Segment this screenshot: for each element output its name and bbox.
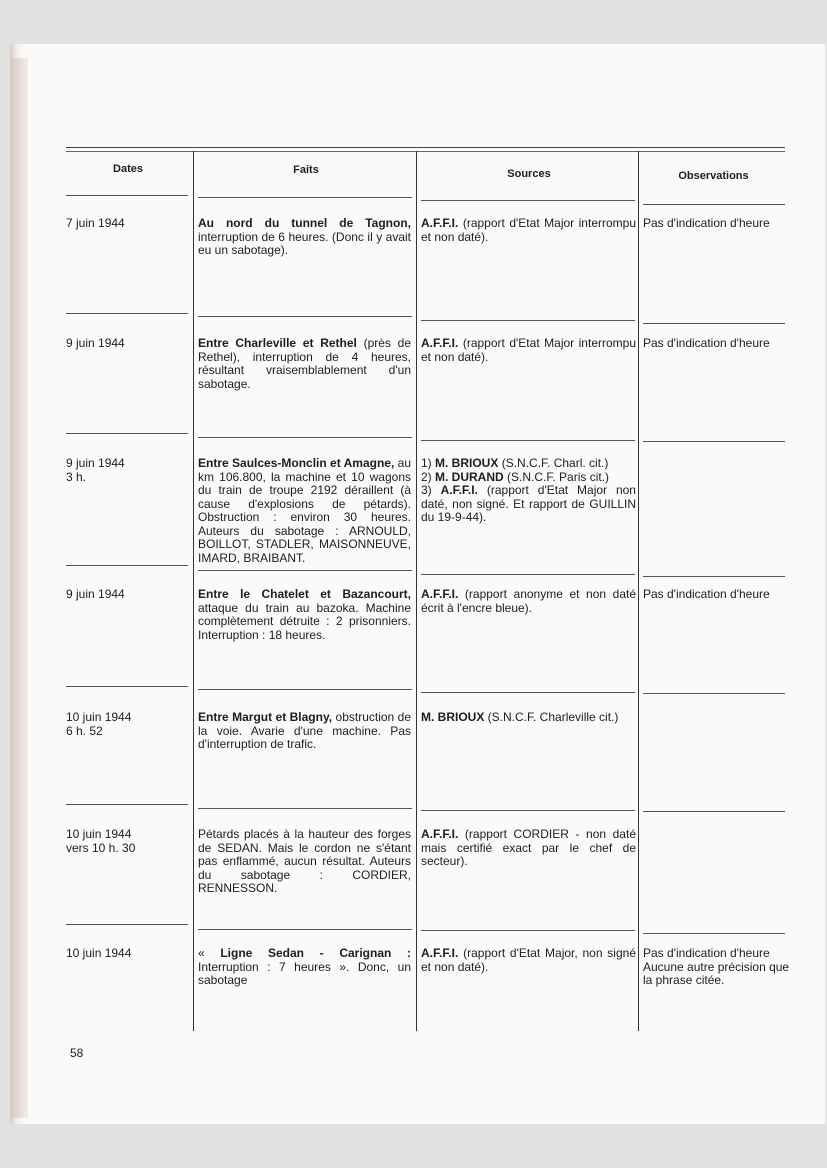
- faits-description: attaque du train au bazoka. Machine complètement détruite : 2 prisonniers. Interruption : 18 heures.: [198, 600, 411, 642]
- row-separator-observations: [643, 933, 785, 934]
- row-date-line: 6 h. 52: [66, 723, 103, 738]
- faits-location: Ligne Sedan - Carignan :: [220, 946, 411, 960]
- source-name: A.F.F.I.: [440, 483, 478, 497]
- row-date: [66, 457, 186, 484]
- row-separator-sources: [421, 200, 635, 201]
- row-faits: [198, 588, 411, 642]
- row-separator-observations: [643, 693, 785, 694]
- source-name: A.F.F.I.: [421, 587, 459, 601]
- row-date: [66, 588, 186, 602]
- row-separator-dates: [66, 313, 188, 314]
- column-divider-1: [193, 151, 194, 1031]
- row-date-line: 3 h.: [66, 469, 87, 484]
- row-separator-dates: [66, 433, 188, 434]
- source-entry: [421, 337, 636, 364]
- row-sources: [421, 828, 636, 869]
- faits-location: Au nord du tunnel de Tagnon,: [198, 216, 411, 230]
- row-observations: Pas d'indication d'heure Aucune autre précision que la phrase citée.: [643, 946, 790, 987]
- row-sources: [421, 947, 636, 974]
- faits-location: Entre Saulces-Monclin et Amagne,: [198, 456, 395, 470]
- source-entry: [421, 484, 636, 525]
- table-top-rule-thin: [66, 151, 785, 152]
- row-faits: [198, 457, 411, 565]
- source-name: M. BRIOUX: [421, 710, 485, 724]
- row-separator-sources: [421, 692, 635, 693]
- source-name: A.F.F.I.: [421, 827, 459, 841]
- table-top-rule: [66, 147, 785, 148]
- source-name: A.F.F.I.: [421, 946, 459, 960]
- row-sources: [421, 588, 636, 615]
- row-sources: [421, 711, 636, 725]
- row-sources: [421, 217, 636, 244]
- row-separator-faits: [198, 437, 412, 438]
- faits-description: obstruction de la voie. Avarie d'une machine. Pas d'interruption de trafic.: [198, 710, 412, 751]
- row-faits: [198, 337, 411, 391]
- source-name: A.F.F.I.: [421, 216, 459, 230]
- row-faits: [198, 711, 411, 752]
- source-detail: (rapport anonyme et non daté écrit à l'encre bleue).: [421, 587, 636, 615]
- row-faits: [198, 217, 411, 258]
- row-separator-sources: [421, 574, 635, 575]
- source-detail: (S.N.C.F. Charleville cit.): [484, 710, 619, 724]
- page-binding: [10, 58, 28, 1118]
- row-date: [66, 217, 186, 231]
- page-number: 58: [70, 1046, 84, 1060]
- row-separator-observations: [643, 323, 785, 324]
- source-number: 2): [421, 469, 436, 484]
- faits-location: Entre Charleville et Rethel: [198, 336, 357, 350]
- row-date-line: 9 juin 1944: [66, 456, 125, 470]
- source-entry: [421, 471, 636, 485]
- row-observations: Pas d'indication d'heure: [643, 587, 770, 601]
- row-date: [66, 947, 186, 961]
- faits-description: Pétards placés à la hauteur des forges de SEDAN. Mais le cordon ne s'étant pas enflammé, aucun résultat. Auteurs du sabotage : CORDIER, RENNESSON.: [198, 827, 411, 895]
- row-date-line: 9 juin 1944: [66, 587, 125, 601]
- source-entry: [421, 217, 636, 244]
- column-divider-2: [416, 151, 417, 1031]
- row-separator-sources: [421, 930, 635, 931]
- source-detail: (rapport d'Etat Major non daté, non signé. Et rapport de GUILLIN du 19-9-44).: [421, 483, 636, 524]
- row-separator-observations: [643, 576, 785, 577]
- row-faits: [198, 828, 411, 896]
- row-observations: Pas d'indication d'heure: [643, 216, 770, 230]
- row-faits: [198, 947, 411, 988]
- row-separator-dates: [66, 195, 188, 196]
- row-date-line: 7 juin 1944: [66, 216, 125, 230]
- source-entry: [421, 711, 636, 725]
- source-detail: (rapport CORDIER - non daté mais certifié exact par le chef de secteur).: [421, 827, 636, 868]
- row-separator-dates: [66, 565, 188, 566]
- source-detail: (S.N.C.F. Paris cit.): [503, 469, 610, 484]
- source-detail: (rapport d'Etat Major, non signé et non daté).: [421, 946, 636, 974]
- row-separator-faits: [198, 316, 412, 317]
- source-entry: [421, 828, 636, 869]
- source-name: M. BRIOUX: [435, 456, 499, 470]
- row-separator-faits: [198, 808, 412, 809]
- header-observations: Observations: [678, 170, 749, 182]
- row-sources: [421, 337, 636, 364]
- source-name: A.F.F.I.: [421, 336, 459, 350]
- source-entry: [421, 947, 636, 974]
- row-separator-sources: [421, 320, 635, 321]
- row-date-line: vers 10 h. 30: [66, 840, 136, 855]
- faits-description: (près de Rethel), interruption de 4 heures, résultant vraisemblablement d'un sabotage.: [198, 336, 411, 391]
- faits-description: Interruption : 7 heures ». Donc, un sabotage: [198, 959, 411, 987]
- row-separator-dates: [66, 686, 188, 687]
- source-name: M. DURAND: [435, 469, 504, 484]
- source-entry: [421, 588, 636, 615]
- row-date-line: 9 juin 1944: [66, 336, 125, 350]
- source-detail: (rapport d'Etat Major interrompu et non daté).: [421, 216, 636, 244]
- row-date-line: 10 juin 1944: [66, 710, 132, 724]
- row-separator-faits: [198, 570, 412, 571]
- row-separator-observations: [643, 204, 785, 205]
- header-faits: Faits: [293, 164, 319, 176]
- column-divider-3: [638, 151, 639, 1031]
- row-separator-dates: [66, 924, 188, 925]
- faits-quote-open: «: [198, 946, 221, 960]
- source-detail: (S.N.C.F. Charl. cit.): [498, 456, 609, 470]
- source-number: 3): [421, 483, 441, 497]
- header-dates: Dates: [113, 163, 143, 175]
- row-separator-sources: [421, 810, 635, 811]
- row-date: [66, 828, 186, 855]
- row-separator-observations: [643, 441, 785, 442]
- faits-location: Entre le Chatelet et Bazancourt,: [198, 587, 411, 601]
- row-separator-observations: [643, 811, 785, 812]
- row-separator-faits: [198, 689, 412, 690]
- source-entry: [421, 457, 636, 471]
- row-sources: [421, 457, 636, 525]
- row-date-line: 10 juin 1944: [66, 946, 132, 960]
- source-detail: (rapport d'Etat Major interrompu et non daté).: [421, 336, 636, 364]
- row-observations: Pas d'indication d'heure: [643, 336, 770, 350]
- row-separator-sources: [421, 440, 635, 441]
- row-date-line: 10 juin 1944: [66, 827, 132, 841]
- row-separator-dates: [66, 804, 188, 805]
- faits-description: interruption de 6 heures. (Donc il y avait eu un sabotage).: [198, 229, 411, 257]
- row-separator-faits: [198, 197, 412, 198]
- row-date: [66, 337, 186, 351]
- source-number: 1): [421, 456, 436, 470]
- faits-location: Entre Margut et Blagny,: [198, 710, 333, 724]
- header-sources: Sources: [507, 168, 551, 180]
- row-date: [66, 711, 186, 738]
- row-separator-faits: [198, 929, 412, 930]
- faits-description: au km 106.800, la machine et 10 wagons du train de troupe 2192 déraillent (à cause d'explosions de pétards). Obstruction : environ 30 heures. Auteurs du sabotage : ARNOULD, BOILLOT, STADLER, MAISONNEUVE, IMARD, BRAIBANT.: [198, 456, 412, 565]
